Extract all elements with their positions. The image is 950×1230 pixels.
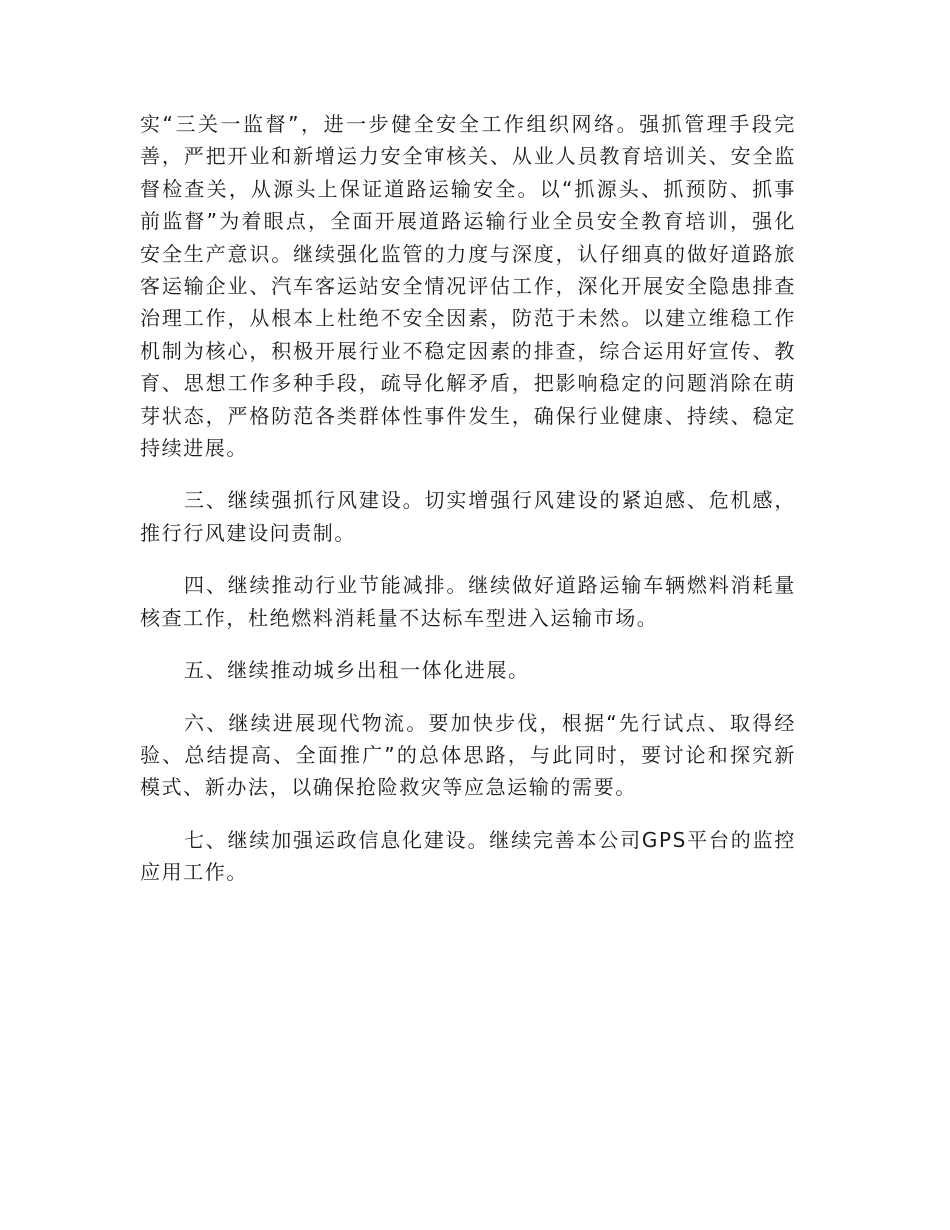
paragraph-item-6: 六、继续进展现代物流。要加快步伐，根据“先行试点、取得经验、总结提高、全面推广”的总体思路，与此同时，要讨论和探究新模式、新办法，以确保抢险救灾等应急运输的需要。 (140, 710, 796, 800)
document-page (140, 108, 796, 909)
paragraph-item-5: 五、继续推动城乡出租一体化进展。 (184, 658, 530, 683)
paragraph-item-4: 四、继续推动行业节能减排。继续做好道路运输车辆燃料消耗量核查工作，杜绝燃料消耗量不达标车型进入运输市场。 (140, 573, 796, 630)
paragraph-continued: 实“三关一监督”，进一步健全安全工作组织网络。强抓管理手段完善，严把开业和新增运力安全审核关、从业人员教育培训关、安全监督检查关，从源头上保证道路运输安全。以“抓源头、抓预防、抓事前监督”为着眼点，全面开展道路运输行业全员安全教育培训，强化安全生产意识。继续强化监管的力度与深度，认仔细真的做好道路旅客运输企业、汽车客运站安全情况评估工作，深化开展安全隐患排查治理工作，从根本上杜绝不安全因素，防范于未然。以建立维稳工作机制为核心，积极开展行业不稳定因素的排查，综合运用好宣传、教育、思想工作多种手段，疏导化解矛盾，把影响稳定的问题消除在萌芽状态，严格防范各类群体性事件发生，确保行业健康、持续、稳定持续进展。 (140, 112, 796, 461)
paragraph-item-3: 三、继续强抓行风建设。切实增强行风建设的紧迫感、危机感，推行行风建设问责制。 (140, 488, 796, 545)
paragraph-item-7: 七、继续加强运政信息化建设。继续完善本公司GPS平台的监控应用工作。 (140, 827, 796, 885)
